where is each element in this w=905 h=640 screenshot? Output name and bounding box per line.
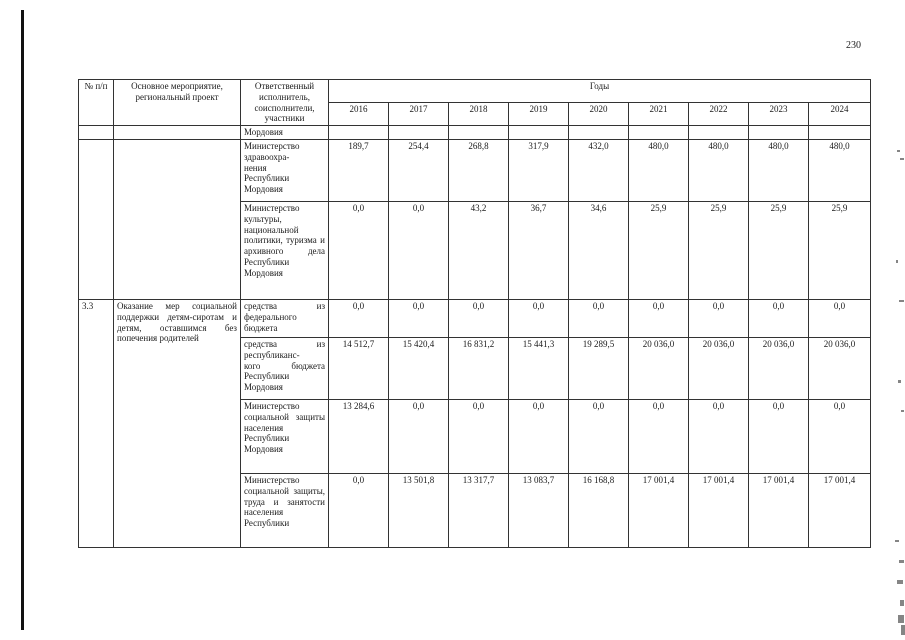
executor-cell: средства из федерального бюджета bbox=[241, 299, 329, 337]
value-cell: 0,0 bbox=[629, 399, 689, 473]
year-header: 2024 bbox=[809, 103, 871, 126]
value-cell: 432,0 bbox=[569, 139, 629, 201]
value-cell: 0,0 bbox=[689, 399, 749, 473]
page-number: 230 bbox=[846, 40, 861, 51]
value-cell: 254,4 bbox=[389, 139, 449, 201]
value-cell: 16 831,2 bbox=[449, 337, 509, 399]
value-cell: 25,9 bbox=[809, 201, 871, 299]
value-cell: 13 501,8 bbox=[389, 473, 449, 547]
num-cell bbox=[79, 139, 114, 299]
value-cell: 0,0 bbox=[809, 299, 871, 337]
value-cell: 0,0 bbox=[749, 399, 809, 473]
table-row bbox=[79, 139, 871, 201]
executor-cell: Министерство социальной защиты, труда и занятости населения Республики bbox=[241, 473, 329, 547]
value-cell: 0,0 bbox=[329, 473, 389, 547]
value-cell: 0,0 bbox=[329, 201, 389, 299]
scan-edge-noise bbox=[885, 0, 905, 640]
value-cell: 480,0 bbox=[629, 139, 689, 201]
year-header: 2016 bbox=[329, 103, 389, 126]
num-cell bbox=[79, 126, 114, 140]
value-cell: 20 036,0 bbox=[809, 337, 871, 399]
executor-cell: Мордовия bbox=[241, 126, 329, 140]
executor-cell: средства из республиканс- кого бюджета Республики Мордовия bbox=[241, 337, 329, 399]
value-cell: 25,9 bbox=[749, 201, 809, 299]
value-cell: 0,0 bbox=[329, 299, 389, 337]
col-event-header: Основное мероприятие, региональный проект bbox=[114, 80, 241, 126]
value-cell: 15 420,4 bbox=[389, 337, 449, 399]
value-cell: 17 001,4 bbox=[629, 473, 689, 547]
value-cell: 317,9 bbox=[509, 139, 569, 201]
year-header: 2019 bbox=[509, 103, 569, 126]
binding-line bbox=[21, 10, 24, 630]
year-header: 2021 bbox=[629, 103, 689, 126]
year-header: 2020 bbox=[569, 103, 629, 126]
value-cell: 13 083,7 bbox=[509, 473, 569, 547]
table-row bbox=[79, 126, 871, 140]
value-cell: 25,9 bbox=[629, 201, 689, 299]
value-cell: 20 036,0 bbox=[629, 337, 689, 399]
value-cell: 34,6 bbox=[569, 201, 629, 299]
value-cell: 15 441,3 bbox=[509, 337, 569, 399]
value-cell: 0,0 bbox=[629, 299, 689, 337]
value-cell: 0,0 bbox=[449, 399, 509, 473]
value-cell: 14 512,7 bbox=[329, 337, 389, 399]
executor-cell: Министерство здравоохра- нения Республики Мордовия bbox=[241, 139, 329, 201]
value-cell: 480,0 bbox=[689, 139, 749, 201]
value-cell: 13 317,7 bbox=[449, 473, 509, 547]
value-cell: 0,0 bbox=[389, 299, 449, 337]
value-cell: 16 168,8 bbox=[569, 473, 629, 547]
value-cell: 25,9 bbox=[689, 201, 749, 299]
value-cell: 480,0 bbox=[809, 139, 871, 201]
year-header: 2017 bbox=[389, 103, 449, 126]
value-cell: 0,0 bbox=[389, 201, 449, 299]
value-cell: 20 036,0 bbox=[689, 337, 749, 399]
value-cell: 0,0 bbox=[749, 299, 809, 337]
value-cell: 268,8 bbox=[449, 139, 509, 201]
value-cell: 0,0 bbox=[509, 299, 569, 337]
value-cell: 17 001,4 bbox=[689, 473, 749, 547]
budget-table bbox=[78, 79, 871, 548]
value-cell: 20 036,0 bbox=[749, 337, 809, 399]
value-cell: 17 001,4 bbox=[809, 473, 871, 547]
value-cell: 0,0 bbox=[809, 399, 871, 473]
value-cell: 0,0 bbox=[569, 399, 629, 473]
value-cell: 0,0 bbox=[569, 299, 629, 337]
col-years-header: Годы bbox=[329, 80, 871, 103]
value-cell: 480,0 bbox=[749, 139, 809, 201]
value-cell: 43,2 bbox=[449, 201, 509, 299]
value-cell: 19 289,5 bbox=[569, 337, 629, 399]
year-header: 2018 bbox=[449, 103, 509, 126]
value-cell: 0,0 bbox=[389, 399, 449, 473]
value-cell: 17 001,4 bbox=[749, 473, 809, 547]
header-row bbox=[79, 80, 871, 103]
event-cell bbox=[114, 126, 241, 140]
value-cell: 36,7 bbox=[509, 201, 569, 299]
year-header: 2023 bbox=[749, 103, 809, 126]
executor-cell: Министерство культуры, национальной политики, туризма и архивного дела Республики Мордовия bbox=[241, 201, 329, 299]
executor-cell: Министерство социальной защиты населения Республики Мордовия bbox=[241, 399, 329, 473]
num-cell: 3.3 bbox=[79, 299, 114, 547]
value-cell: 13 284,6 bbox=[329, 399, 389, 473]
year-header: 2022 bbox=[689, 103, 749, 126]
col-executor-header: Ответственный исполнитель, соисполнители, участники bbox=[241, 80, 329, 126]
value-cell: 0,0 bbox=[689, 299, 749, 337]
table-row bbox=[79, 299, 871, 337]
event-cell bbox=[114, 139, 241, 299]
value-cell: 0,0 bbox=[449, 299, 509, 337]
event-cell: Оказание мер социальной поддержки детям-сиротам и детям, оставшимся без попечения родителей bbox=[114, 299, 241, 547]
value-cell: 0,0 bbox=[509, 399, 569, 473]
col-num-header: № п/п bbox=[79, 80, 114, 126]
value-cell: 189,7 bbox=[329, 139, 389, 201]
